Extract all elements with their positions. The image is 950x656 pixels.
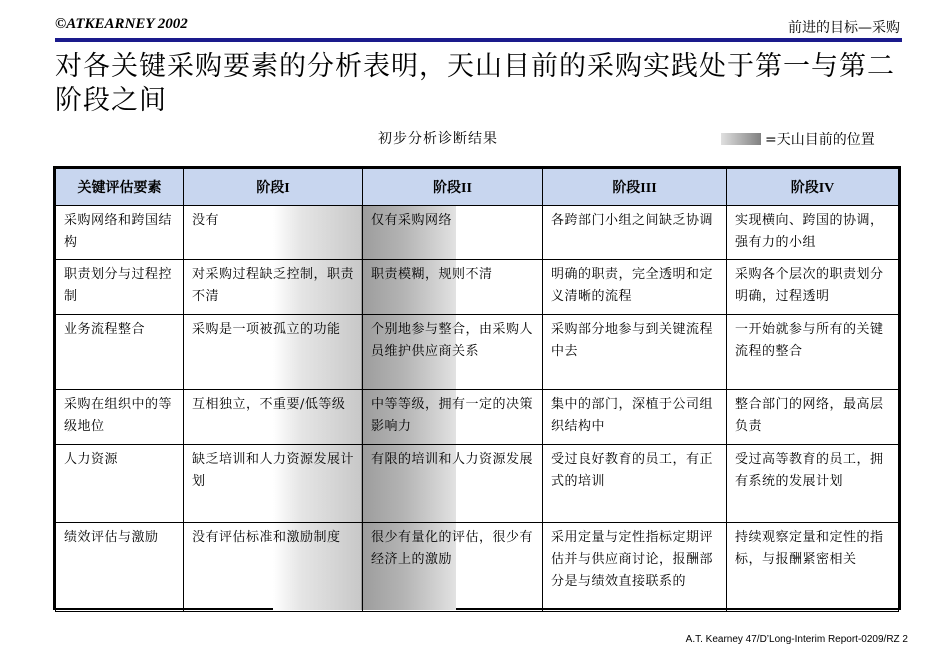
factor-cell: 采购在组织中的等级地位 (56, 390, 184, 445)
kearney-logo: ©ATKEARNEY 2002 (55, 16, 188, 32)
table-row (56, 260, 899, 315)
header-stage-1: 阶段I (184, 169, 363, 206)
assessment-table-frame (53, 166, 901, 610)
stage-4-cell: 采购各个层次的职责划分明确，过程透明 (727, 260, 899, 315)
stage-1-cell: 缺乏培训和人力资源发展计划 (184, 445, 363, 523)
stage-3-cell: 明确的职责，完全透明和定义清晰的流程 (543, 260, 727, 315)
stage-4-cell: 实现横向、跨国的协调，强有力的小组 (727, 206, 899, 260)
stage-4-cell: 受过高等教育的员工，拥有系统的发展计划 (727, 445, 899, 523)
table-row (56, 315, 899, 390)
stage-4-cell: 持续观察定量和定性的指标，与报酬紧密相关 (727, 523, 899, 612)
section-label: 前进的目标—采购 (788, 20, 900, 36)
header-stage-3: 阶段III (543, 169, 727, 206)
stage-1-cell: 互相独立，不重要/低等级 (184, 390, 363, 445)
stage-3-cell: 受过良好教育的员工，有正式的培训 (543, 445, 727, 523)
header-divider (55, 38, 902, 42)
page-title: 对各关键采购要素的分析表明，天山目前的采购实践处于第一与第二阶段之间 (55, 51, 895, 116)
stage-1-cell: 没有评估标准和激励制度 (184, 523, 363, 612)
footer-citation: A.T. Kearney 47/D’Long-Interim Report-0209/RZ 2 (685, 634, 908, 645)
table-row (56, 390, 899, 445)
factor-cell: 采购网络和跨国结构 (56, 206, 184, 260)
stage-3-cell: 采用定量与定性指标定期评估并与供应商讨论，报酬部分是与绩效直接联系的 (543, 523, 727, 612)
table-row (56, 206, 899, 260)
stage-3-cell: 各跨部门小组之间缺乏协调 (543, 206, 727, 260)
stage-1-cell: 对采购过程缺乏控制，职责不清 (184, 260, 363, 315)
table-header-row (56, 169, 899, 206)
stage-4-cell: 一开始就参与所有的关键流程的整合 (727, 315, 899, 390)
header-stage-2: 阶段II (363, 169, 543, 206)
stage-2-cell: 仅有采购网络 (363, 206, 543, 260)
stage-1-cell: 采购是一项被孤立的功能 (184, 315, 363, 390)
factor-cell: 绩效评估与激励 (56, 523, 184, 612)
header-factor: 关键评估要素 (56, 169, 184, 206)
stage-3-cell: 采购部分地参与到关键流程中去 (543, 315, 727, 390)
stage-4-cell: 整合部门的网络，最高层负责 (727, 390, 899, 445)
stage-2-cell: 中等等级，拥有一定的决策影响力 (363, 390, 543, 445)
table-row (56, 523, 899, 612)
factor-cell: 职责划分与过程控制 (56, 260, 184, 315)
header-stage-4: 阶段IV (727, 169, 899, 206)
legend-gradient-swatch (721, 133, 761, 145)
stage-1-cell: 没有 (184, 206, 363, 260)
legend-label: =天山目前的位置 (765, 132, 875, 148)
assessment-table (55, 168, 899, 612)
stage-2-cell: 有限的培训和人力资源发展 (363, 445, 543, 523)
table-row (56, 445, 899, 523)
factor-cell: 人力资源 (56, 445, 184, 523)
stage-2-cell: 个别地参与整合，由采购人员维护供应商关系 (363, 315, 543, 390)
table-subtitle: 初步分析诊断结果 (378, 131, 498, 147)
factor-cell: 业务流程整合 (56, 315, 184, 390)
stage-3-cell: 集中的部门，深植于公司组织结构中 (543, 390, 727, 445)
stage-2-cell: 职责模糊，规则不清 (363, 260, 543, 315)
stage-2-cell: 很少有量化的评估，很少有经济上的激励 (363, 523, 543, 612)
